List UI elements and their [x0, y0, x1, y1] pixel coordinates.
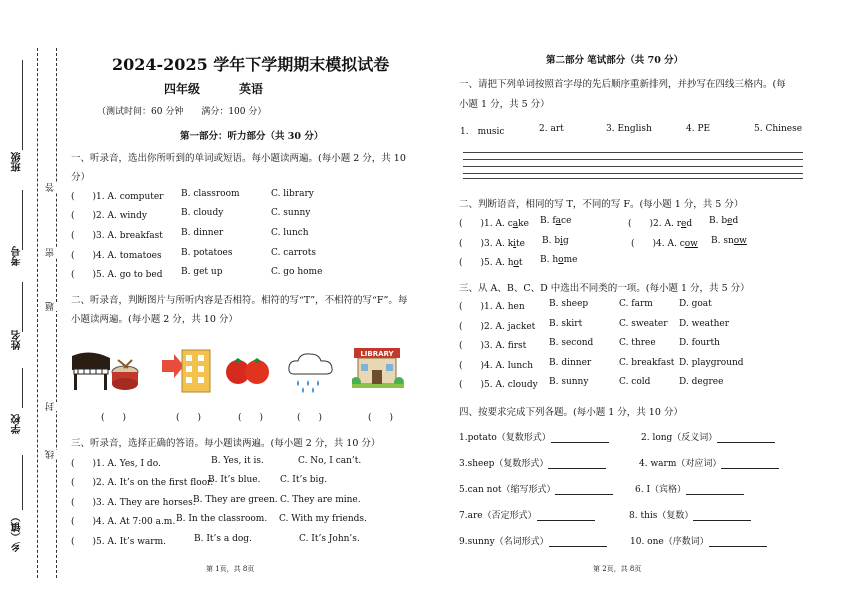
answer-blank-3[interactable]: [548, 460, 606, 469]
transform-8: 8. this（复数）: [629, 508, 751, 521]
q3-item-5-b: B. It’s a dog.: [194, 534, 252, 544]
phonics-4a: ( )4. A. cow: [631, 239, 698, 249]
q3-heading: 三、听录音，选择正确的答语。每小题读两遍。(每小题 2 分，共 10 分）: [71, 438, 381, 449]
odd-3-stem: ( )3. A. first: [459, 341, 527, 351]
transform-9: 9.sunny（名词形式）: [459, 534, 607, 547]
q1-item-4-stem: ( )4. A. tomatoes: [71, 251, 162, 261]
q3-item-3-b: B. They are green.: [193, 495, 278, 505]
town-line: [22, 455, 23, 510]
odd-2-d: D. weather: [679, 319, 730, 329]
odd-5-b: B. sunny: [549, 377, 589, 387]
phonics-1a: ( )1. A. cake: [459, 219, 529, 229]
subject-label: 英语: [239, 82, 264, 96]
q3-item-3-stem: ( )3. A. They are horses.: [71, 498, 196, 508]
answer-blank-5[interactable]: [555, 486, 613, 495]
q3-item-1-b: B. Yes, it is.: [211, 456, 264, 466]
answer-blank-4[interactable]: [721, 460, 779, 469]
q3-item-3-c: C. They are mine.: [280, 495, 361, 505]
word-5: 5. Chinese: [754, 124, 803, 134]
phonics-5a: ( )5. A. hot: [459, 258, 523, 268]
grid-line-3: [463, 166, 803, 167]
library-building-picture: [352, 346, 404, 390]
class-label: 班级: [12, 152, 23, 172]
library-sign-text: LIBRARY: [360, 350, 394, 358]
word-1: 1. music: [460, 127, 505, 137]
phonics-3b: B. big: [542, 236, 569, 246]
tomatoes-picture: [224, 352, 272, 386]
word-2: 2. art: [539, 124, 564, 134]
q3-item-1-c: C. No, I can’t.: [298, 456, 362, 466]
class-line: [22, 60, 23, 150]
answer-blank-9[interactable]: [549, 538, 607, 547]
grid-line-4: [463, 173, 803, 174]
q3-item-4-b: B. In the classroom.: [176, 514, 268, 524]
q1-item-3-b: B. dinner: [181, 228, 224, 238]
odd-1-c: C. farm: [619, 299, 653, 309]
q1-item-5-stem: ( )5. A. go to bed: [71, 270, 163, 280]
q3-item-2-c: C. It’s big.: [280, 475, 328, 485]
outer-dash-line: [37, 48, 38, 578]
school-label: 学校: [12, 414, 23, 434]
exam-meta: （测试时间：60 分钟 满分：100 分）: [97, 107, 267, 117]
answer-blank-7[interactable]: [537, 512, 595, 521]
odd-3-c: C. three: [619, 338, 656, 348]
transform-6: 6. I（宾格）: [635, 482, 744, 495]
q2-blank-5[interactable]: ( ): [368, 413, 394, 423]
part1-heading: 第一部分：听力部分（共 30 分）: [180, 131, 324, 142]
odd-5-d: D. degree: [679, 377, 724, 387]
odd-4-stem: ( )4. A. lunch: [459, 361, 533, 371]
q2-blank-4[interactable]: ( ): [297, 413, 323, 423]
exam-title: 2024-2025 学年下学期期末模拟试卷: [112, 55, 390, 74]
q1-item-2-b: B. cloudy: [181, 208, 224, 218]
q1-item-3-stem: ( )3. A. breakfast: [71, 231, 163, 241]
q3-item-1-stem: ( )1. A. Yes, I do.: [71, 459, 161, 469]
left-page-footer: 第 1页，共 8页: [206, 565, 255, 573]
odd-2-stem: ( )2. A. jacket: [459, 322, 536, 332]
q1-item-4-c: C. carrots: [271, 248, 316, 258]
transform-10: 10. one（序数词）: [630, 534, 767, 547]
seal-char-3: 题: [46, 302, 56, 311]
transform-3: 3.sheep（复数形式）: [459, 456, 606, 469]
seal-char-4: 封: [46, 402, 56, 411]
seal-char-2: 密: [46, 248, 56, 257]
transform-7: 7.are（否定形式）: [459, 508, 595, 521]
r-q1-heading-line2: 小题 1 分，共 5 分）: [459, 99, 550, 110]
phonics-2b: B. bed: [709, 216, 739, 226]
word-3: 3. English: [606, 124, 652, 134]
exam-no-label: 考号: [12, 246, 23, 266]
q1-item-3-c: C. lunch: [271, 228, 309, 238]
town-label: 乡（镇）: [12, 512, 23, 552]
transform-2: 2. long（反义词）: [641, 430, 775, 443]
grid-line-2: [463, 159, 803, 160]
transform-5: 5.can not（缩写形式）: [459, 482, 613, 495]
q3-item-4-c: C. With my friends.: [279, 514, 367, 524]
piano-drum-picture: [70, 346, 140, 394]
odd-2-b: B. skirt: [549, 319, 583, 329]
answer-blank-10[interactable]: [709, 538, 767, 547]
odd-4-d: D. playground: [679, 358, 744, 368]
odd-4-c: C. breakfast: [619, 358, 675, 368]
odd-1-b: B. sheep: [549, 299, 589, 309]
grid-line-5: [463, 178, 803, 179]
q1-item-1-c: C. library: [271, 189, 314, 199]
phonics-3a: ( )3. A. kite: [459, 239, 525, 249]
inner-dash-line: [56, 48, 57, 578]
q3-item-5-c: C. It’s John’s.: [299, 534, 360, 544]
odd-3-b: B. second: [549, 338, 594, 348]
odd-1-stem: ( )1. A. hen: [459, 302, 525, 312]
q3-item-2-stem: ( )2. A. It’s on the first floor.: [71, 478, 214, 488]
q1-item-2-c: C. sunny: [271, 208, 311, 218]
phonics-5b: B. home: [540, 255, 578, 265]
q1-item-1-stem: ( )1. A. computer: [71, 192, 164, 202]
name-label: 姓名: [12, 330, 23, 350]
q1-item-2-stem: ( )2. A. windy: [71, 211, 147, 221]
grid-line-1: [463, 152, 803, 153]
q2-heading-line1: 二、听录音，判断图片与所听内容是否相符。相符的写“T”，不相符的写“F”。每: [71, 295, 408, 306]
transform-1: 1.potato（复数形式）: [459, 430, 609, 443]
odd-1-d: D. goat: [679, 299, 712, 309]
seal-char-5: 线: [46, 450, 56, 459]
phonics-4b: B. snow: [711, 236, 747, 246]
building-arrow-picture: [160, 346, 212, 394]
q1-item-5-c: C. go home: [271, 267, 323, 277]
answer-blank-1[interactable]: [551, 434, 609, 443]
q2-blank-1[interactable]: ( ): [101, 413, 127, 423]
r-q3-heading: 三、从 A、B、C、D 中选出不同类的一项。(每小题 1 分，共 5 分）: [459, 283, 750, 294]
grade-label: 四年级: [164, 82, 201, 96]
odd-5-c: C. cold: [619, 377, 651, 387]
q1-item-4-b: B. potatoes: [181, 248, 233, 258]
name-line: [22, 282, 23, 332]
word-4: 4. PE: [686, 124, 711, 134]
odd-4-b: B. dinner: [549, 358, 592, 368]
seal-char-1: 答: [46, 183, 56, 192]
q1-heading-line2: 分）: [71, 172, 91, 183]
q3-item-2-b: B. It’s blue.: [208, 475, 261, 485]
q1-heading-line1: 一、听录音，选出你所听到的单词或短语。每小题读两遍。(每小题 2 分，共 10: [71, 153, 406, 164]
school-line: [22, 368, 23, 408]
answer-blank-2[interactable]: [717, 434, 775, 443]
odd-5-stem: ( )5. A. cloudy: [459, 380, 538, 390]
rain-cloud-picture: [286, 350, 336, 394]
q3-item-4-stem: ( )4. A. At 7:00 a.m.: [71, 517, 176, 527]
phonics-1b: B. face: [540, 216, 572, 226]
q2-blank-2[interactable]: ( ): [176, 413, 202, 423]
q3-item-5-stem: ( )5. A. It’s warm.: [71, 537, 166, 547]
right-page-footer: 第 2页，共 8页: [593, 565, 642, 573]
exam-no-line: [22, 190, 23, 250]
r-q1-heading-line1: 一、请把下列单词按照首字母的先后顺序重新排列，并抄写在四线三格内。(每: [459, 79, 786, 90]
r-q2-heading: 二、判断语音，相同的写 T，不同的写 F。(每小题 1 分，共 5 分）: [459, 199, 744, 210]
r-q4-heading: 四、按要求完成下列各题。(每小题 1 分，共 10 分）: [459, 407, 683, 418]
q2-heading-line2: 小题读两遍。(每小题 2 分，共 10 分）: [71, 314, 238, 325]
transform-4: 4. warm（对应词）: [639, 456, 779, 469]
phonics-2a: ( )2. A. red: [628, 219, 693, 229]
q2-blank-3[interactable]: ( ): [238, 413, 264, 423]
odd-2-c: C. sweater: [619, 319, 668, 329]
answer-blank-8[interactable]: [693, 512, 751, 521]
answer-blank-6[interactable]: [686, 486, 744, 495]
part2-heading: 第二部分 笔试部分（共 70 分）: [546, 55, 684, 66]
q1-item-1-b: B. classroom: [181, 189, 240, 199]
odd-3-d: D. fourth: [679, 338, 720, 348]
q1-item-5-b: B. get up: [181, 267, 223, 277]
